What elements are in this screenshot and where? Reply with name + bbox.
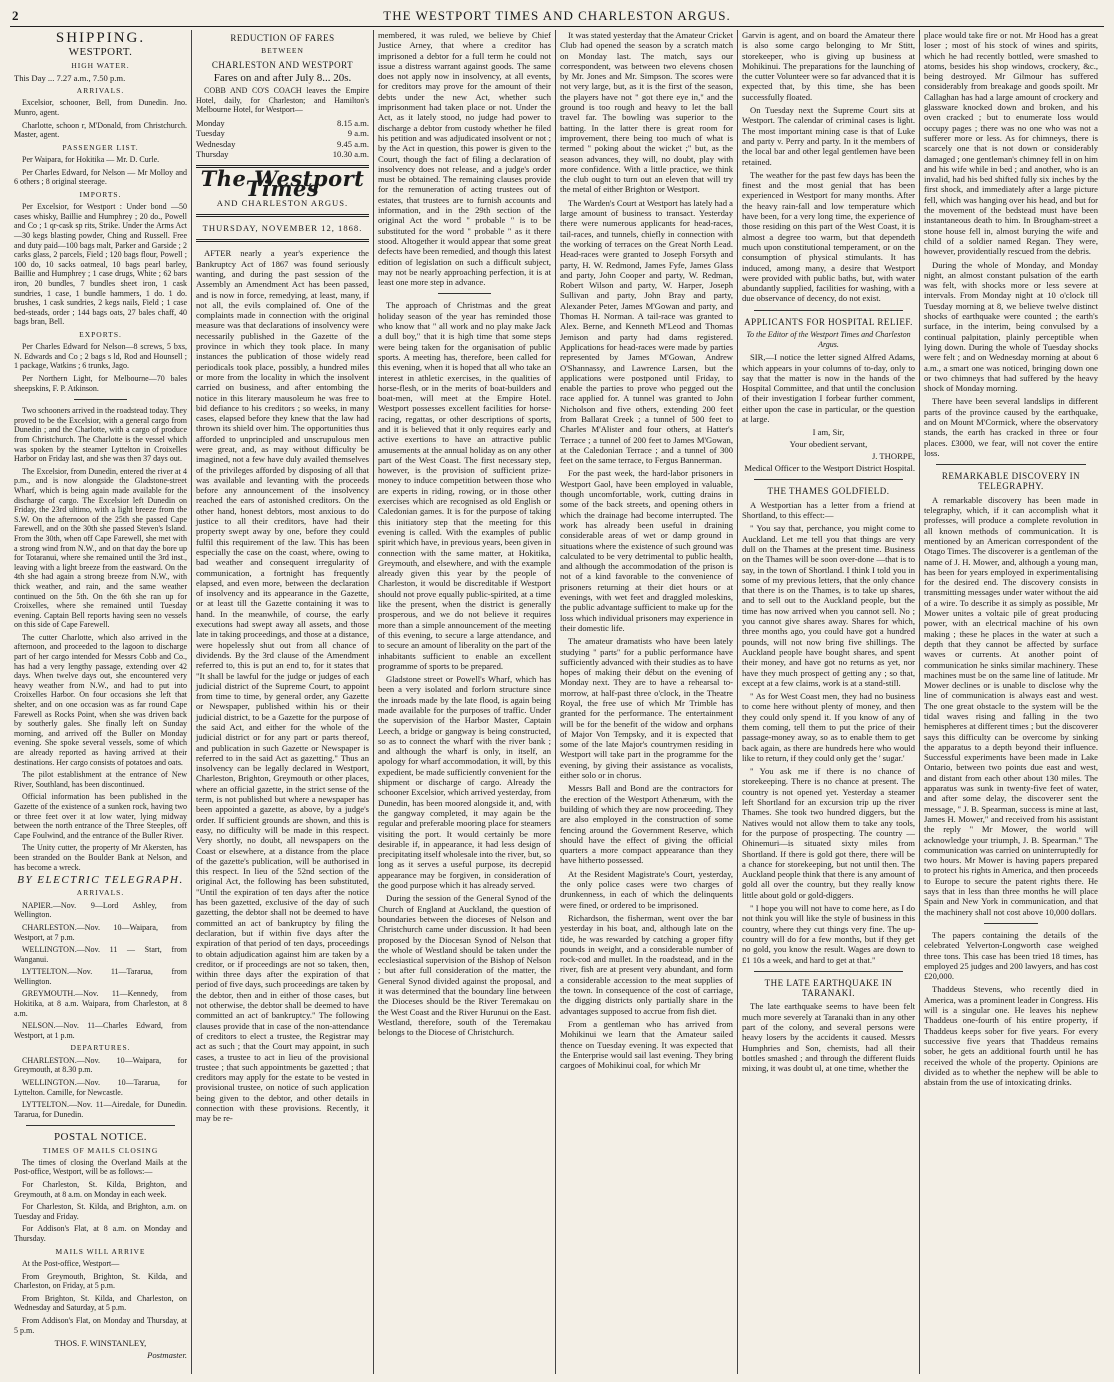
fares-between: BETWEEN bbox=[261, 46, 304, 56]
column-4 bbox=[556, 30, 738, 1374]
earthquake-paragraph: place would take fire or not. Mr Hood has a great loser ; most of his stock of wines and spirits, which he had recently bottled, were smashed to atoms, besides his shop windows, crockery, &c., being destroyed. Mr Gilmour has suffered considerably from breakage and goods spoilt. Mr Callaghan has had a large amount of crockery and glassware knocked down and broken, and his oven cracked ; but to enumerate loss would occupy pages ; there was no one who was not a sufferer more or less. As for chimneys, there is scarcely one that is not down or considerably damaged ; one gentleman's chimney fell in on him and his wife while in bed ; and another, who is an invalid, had his bed shifted fully six inches by the first shock, and immediately after a large picture fell, which was hanging over his head, and but for the movement of the bedstead must have been instantaneous death to him. In Brougham-street a stone house fell in, almost burying the wife and child of a soldier named Regan. They were, however, providentially rescued from the debris. bbox=[924, 30, 1098, 257]
news-paragraph: It was stated yesterday that the Amateur Cricket Club had opened the season by a scratch match on Monday last. The match, says our correspondent, was between two elevens chosen by Mr. Jones and Mr. Simpson. The scores were not very large, but, as it is the first of the season, the players have not " got there eye in," and the ground is too rough and heavy to let the ball travel far. The bowling was superior to the batting. In the latter there is great room for improvement, there being too much of what is termed " poking about the wicket ;" but, as the season advances, they will, no doubt, play with more confidence. With a little practice, we think the club ought to turn out an eleven that will try the metal of either Brighton or Westport. bbox=[560, 30, 733, 195]
double-rule bbox=[196, 214, 369, 217]
mail-arrive-line: At the Post-office, Westport— bbox=[22, 1258, 120, 1268]
mail-closing-line: For Charleston, St. Kilda, and Brighton, a.m. on Tuesday and Friday. bbox=[14, 1202, 187, 1221]
mail-arrive-line: From Brighton, St. Kilda, and Charleston, on Wednesday and Saturday, at 5 p.m. bbox=[14, 1293, 187, 1313]
telegraph-arrival: LYTTELTON.—Nov. 11—Tararua, from Wellington. bbox=[14, 967, 187, 986]
column-2 bbox=[192, 30, 374, 1374]
column-1 bbox=[10, 30, 192, 1374]
letter-body: SIR,—I notice the letter signed Alfred Adams, which appears in your columns of to-day, only to say that the matter is now in the hands of the Hospital Committee, and that until the conclusion of their investigation I forbear further comment, either upon the case in particular, or the question at large. bbox=[742, 352, 915, 424]
news-paragraph: Richardson, the fisherman, went over the bar yesterday in his boat, and, although late on the tide, he was rewarded by catching a groper fifty pounds in weight, and a considerable number of rock-cod and mullet. In the roadstead, and in the river, fish are at present very abundant, and form a considerable accession to the meat supplies of the town. In consequence of the cost of carriage, the digging districts only partially share in the advantages supposed to accrue from fish diet. bbox=[560, 912, 733, 1016]
mail-closing-line: For Charleston, St. Kilda, Brighton, and Greymouth, at 8 a.m. on Monday in each week. bbox=[14, 1180, 187, 1199]
columns bbox=[10, 30, 1106, 1374]
news-paragraph: Gladstone street or Powell's Wharf, which has been a very isolated and forlorn structure since the inroads made by the late flood, is again being made available for the purposes of traffic. Under the supervision of the Harbor Master, Captain Leech, a bridge or gangway is being constructed, so as to connect the wharf with the river bank ; and although the wharf is only, in itself, an apology for wharf accommodation, it will, by this expedient, be made sufficiently convenient for the shipment or discharge of cargo. Already the schooner Excelsior, which arrived yesterday, from Dunedin, has been moored alongside it, and, with the gangway completed, it may again be the regular and preferable mooring place for steamers visiting the port. It would certainly be more desirable if, in appearance, it had less design of precipitating itself wholesale into the river, but, so long as it serves a useful purpose, its decrepid appearance may be forgiven, in consideration of the good purpose which it has already served. bbox=[378, 674, 551, 891]
issue-dateline: THURSDAY, NOVEMBER 12, 1868. bbox=[202, 223, 363, 234]
mails-closing-label: TIMES OF MAILS CLOSING bbox=[42, 1145, 159, 1155]
paper-nameplate: The Westport Times bbox=[200, 166, 365, 202]
misc-paragraph: Thaddeus Stevens, who recently died in America, was a prominent leader in Congress. His will is a singular one. He leaves his nephew Thaddeus one-fourth of his entire property, if Thaddeus keeps sober for five years. For every successive five years that Thaddeus remains sober, he gets an additional fourth until he has received the whole of the property. Opinions are divided as to whether the nephew will be able to abstain from the use of intoxicating drinks. bbox=[924, 984, 1098, 1088]
telegraph-arrival: NAPIER.—Nov. 9—Lord Ashley, from Wellington. bbox=[14, 900, 187, 920]
thames-paragraph: " I hope you will not have to come here, as I do not think you will like the style of business in this country, where they cut things very fine. The up-country will do for a few months, but if they get no gold, you know the result. Wages are down to £1 10s a week, and hard to get at that." bbox=[742, 903, 915, 965]
schedule-day: Wednesday bbox=[196, 138, 236, 149]
news-paragraph: Garvin is agent, and on board the Amateur there is also some cargo belonging to Mr Stitt, storekeeper, who is giving up business at Mohikinui. The preparations for the launching of the cutter Volunteer were so far advanced that it is expected that, by this time, she has been successfully floated. bbox=[742, 30, 915, 102]
column-5 bbox=[738, 30, 920, 1374]
schedule-time: 9.45 a.m. bbox=[337, 138, 369, 149]
letter-close: I am, Sir, bbox=[812, 427, 845, 438]
thames-paragraph: " You ask me if there is no chance of storekeeping. There is no chance at present. The country is not opened yet. Yesterday a steamer left Shortland for an excursion trip up the river Thames. She took two hundred diggers, but the Natives would not allow them to take any tools, for the purpose of prospecting. The country — Ohinemuri—is situated sixty miles from Shortland. If there is gold got there, there will be a chance for storekeeping, but not until then. The Auckland people think that there is any amount of gold all over the country, but they really know little about gold or gold-diggers. bbox=[742, 766, 915, 900]
news-paragraph: The weather for the past few days has been the finest and the most genial that has been experienced in Westport for many months. After the heavy rain-fall and low temperature which have been, for a very long time, the experience of those residing on this part of the West Coast, it is almost a degree too warm, but that dependeth much upon constitutional temperament, or on the consumption of physical stimulants. It has induced, among many, a desire that Westport were provided with public baths, but, with water abundantly supplied, facilities for washing, with a due observance of decency, do not exist. bbox=[742, 169, 915, 304]
page-number: 2 bbox=[12, 8, 19, 23]
divider bbox=[438, 293, 491, 294]
earthquake-paragraph: During the whole of Monday, and Monday night, an almost constant pulsation of the earth was felt, with shocks more or less severe at intervals. From Monday night at 10 o'clock till Tuesday morning at 8, we believe twelve distinct shocks of earthquake were counted ; the earth's surface, in the interim, being convulsed by a continual palpitation, plainly perceptible when lying down. During the whole of Tuesday shocks were felt ; and on Wednesday morning at about 6 a.m., a smart one was noticed, bringing down one or two chimneys that had suffered by the heavy shock of Monday morning. bbox=[924, 259, 1098, 394]
divider bbox=[26, 1125, 175, 1126]
arrival-entry: Charlotte, schoon r, M'Donald, from Christchurch. Master, agent. bbox=[14, 120, 187, 140]
telegraph-arrival: CHARLESTON.—Nov. 10—Waipara, from Westport, at 7 p.m. bbox=[14, 922, 187, 942]
telegraphy-paragraph: A remarkable discovery has been made in telegraphy, which, if it can accomplish what it professes, will produce a complete revolution in all known methods of communication. It is mentioned by an American correspondent of the Otago Times. The discoverer is a gentleman of the name of J. H. Mower, and, although a young man, has been for years employed in experimentalising for the desired end. The discovery consists in transmitting messages under water without the aid of a wire. To describe it as simply as possible, Mr Mower unites a voltaic pile of great producing power, with an electrical machine of his own making ; these he places in the water at such a depth that they cannot be affected by surface waves or currents. At another point of communication he sinks similar machinery. These machines must be on the same line of latitude. Mr Mower declines or is unable to disclose why the line of communication is always east and west. The one great obstacle to the system will be the tidal waves rising and falling in the two hemispheres at different times ; but the discoverer says this difficulty can be overcome by sinking the apparatus to a depth beyond their influence. Successful experiments have been made in Lake Ontario, between two points due east and west, and distant from each other about 130 miles. The apparatus was sunk in twenty-five feet of water, and after some delay, the discoverer sent the message, " J. B. Spearman, success is mine at last, James H. Mower," and received from his assistant the reply " Mr Mower, the world will acknowledge your triumph, J. B. Spearman." The communication was carried on uninterruptedly for two hours. Mr Mower is having papers prepared to protect his rights in America, and then proceeds to Europe to secure the patent rights there. He says that in less than three months he will place Spain and New York in communication, and that the machinery shall not cost above 10,000 dollars. bbox=[924, 494, 1098, 917]
telegraph-departure: CHARLESTON.—Nov. 10—Waipara, for Greymouth, at 8.30 p.m. bbox=[14, 1055, 187, 1075]
schedule-day: Tuesday bbox=[196, 128, 225, 139]
news-paragraph: Messrs Ball and Bond are the contractors for the erection of the Westport Athenæum, with the building of which they are now proceeding. They are also employed in the construction of some fencing around the Government Reserve, which should have the effect of giving the official quarters a more compact appearance than they have hitherto possessed. bbox=[560, 783, 733, 866]
running-title: THE WESTPORT TIMES AND CHARLESTON ARGUS. bbox=[383, 8, 731, 23]
fares-route: CHARLESTON AND WESTPORT bbox=[211, 59, 354, 70]
shipping-paragraph: The Unity cutter, the property of Mr Akersten, has been stranded on the Boulder Bank at Nelson, and has become a wreck. bbox=[14, 843, 187, 872]
schedule-time: 9 a.m. bbox=[347, 128, 369, 139]
news-paragraph: At the Resident Magistrate's Court, yesterday, the only police cases were two charges of drunkenness, in each of which the delinquents were fined, or ordered to be imprisoned. bbox=[560, 868, 733, 910]
postal-notice-heading: POSTAL NOTICE. bbox=[53, 1131, 148, 1144]
port-heading: WESTPORT. bbox=[68, 46, 133, 59]
earthquake-paragraph: There have been several landslips in different parts of the province caused by the earthquake, and on Mount M'Cormick, where the observatory stands, the earth has cracked in three or four places. £3000, we fear, will not cover the entire loss. bbox=[924, 396, 1098, 458]
running-header bbox=[10, 6, 1104, 27]
shipping-paragraph: The cutter Charlotte, which also arrived in the afternoon, and proceeded to the lagoon to discharge part of her cargo intended for Messrs Cobb and Co., has had a very lengthy passage, extending over 42 days. When twelve days out, she encountered very heavy weather from N.W., and had to put into Croixelles Harbor. On four occasions she left that shelter, and on one occasion was as far round Cape Farewell as Rocks Point, when she was driven back by southerly gales. She finally left on Sunday morning, and arrived off the Buller on Monday evening. She spoke several vessels, some of which are already reported as having arrived at their destinations. Her cargo consists of potatoes and oats. bbox=[14, 632, 187, 767]
news-paragraph: The amateur dramatists who have been lately studying " parts" for a public performance have sufficiently advanced with their studies as to have hopes of making their début on the evening of Monday next. They are to have a rehearsal to-morrow, at half-past three o'clock, in the Theatre Royal, the free use of which Mr Trimble has granted for the performance. The entertainment will be for the benefit of the widow and orphans of Major Von Tempsky, and it is expected that some of the late Major's countrymen residing in Westport will take part in the programme for the evening, by giving their assistance as vocalists, either solo or in chorus. bbox=[560, 636, 733, 781]
fares-line: Fares on and after July 8... 20s. bbox=[213, 71, 352, 84]
mail-arrive-line: From Greymouth, Brighton, St. Kilda, and Charleston, on Friday, at 5 p.m. bbox=[14, 1271, 187, 1291]
postmaster-title: Postmaster. bbox=[147, 1350, 187, 1361]
shipping-paragraph: The Excelsior, from Dunedin, entered the river at 4 p.m., and is now alongside the Gladstone-street Wharf, which is being again made available for the discharge of cargo. The Excelsior left Dunedin on Friday, the 23rd ultimo, with a light breeze from the S.W. On the afternoon of the 25th she passed Cape Farewell, and on the 30th she passed Steven's Island. From the 30th, when off Cape Farewell, she met with a strong wind from N.W., and on that day the bore up for Totaranui, where she remained until the 3rd inst., leaving with a light breeze from the eastward. On the 4th she had again a strong breeze from N.W., with thick weather, and rain, and the same weather continued on the 5th. On the 6th she ran up for Croixelles, where she remained until Tuesday evening. Captain Bell reports having seen no vessels on this side of Cape Farewell. bbox=[14, 466, 187, 630]
exports-label: EXPORTS. bbox=[79, 329, 122, 339]
news-paragraph: On Tuesday next the Supreme Court sits at Westport. The calendar of criminal cases is light. The most important mining case is that of Luke and party v. Perry and party. In it the members of the local bar and other legal gentlemen have been retained. bbox=[742, 105, 915, 167]
passenger-entry: Per Waipara, for Hokitika — Mr. D. Curle. bbox=[22, 155, 160, 165]
schedule-row bbox=[196, 128, 369, 138]
fares-notice: COBB AND CO'S COACH leaves the Empire Hotel, daily, for Charleston; and Hamilton's Melbourne Hotel, for Westport— bbox=[196, 86, 369, 115]
news-paragraph: For the past week, the hard-labor prisoners in Westport Gaol, have been employed in valuable, though uncomfortable, work, cutting drains in some of the back streets, and opening others in which the drainage had become interrupted. The work has already been useful in draining considerable areas of wet or damp ground in situations where the existence of such ground was calculated to be very detrimental to public health, and although the accommodation of the prison is not of a kind favorable to the convenience of prisoners returning at their diet hours or at evenings, with wet feet and draggled moleskins, the public advantage sufficient to make up for the loss which individual prisoners may experience in their domestic life. bbox=[560, 468, 733, 633]
editorial-paragraph: AFTER nearly a year's experience the Bankruptcy Act of 1867 was found seriously wanting, and during the past session of the Assembly an Amendment Act has been passed, and is now in force, remedying, at least, many, if not all, the evils complained of. One of the complaints made in connection with the original measure was that declarations of insolvency were necessarily published in the Gazette of the province in which they took place. In many instances the publication of those widely read periodicals took place, possibly, a hundred miles or more from the locality in which the insolvent carried on business, and after entombing the notice in this literary mausoleum he was free to bid defiance to his creditors ; so weeks, in many cases, elapsed before they knew that the law had thrown its shield over him. The opportunities thus afforded to unprincipled and unscrupulous men were great, and, as may without difficulty be imagined, not a few have duly availed themselves of the privileges afforded by disposing of all that was available and levanting with the proceeds before any announcement of the insolvency reached the ears of astonished creditors. On the other hand, honest debtors, most anxious to do justice to all their creditors, have had their property swept away by one, before they could fulfil this requirement of the law. This has been especially the case on the coast, where, owing to bad weather and consequent irregularity of communication, a fortnight has frequently elapsed, and even more, between the declaration of insolvency and its appearance in the Gazette, or at least till the Gazette containing it was to hand. In the meanwhile, of course, the early executions had swept away all assets, and those late in taking proceedings, and those at a distance, were hopelessly shut out from all chance of dividends. By the 3rd clause of the Amendment referred to, this is put an end to, for it states that "It shall be lawful for the judge or judges of each judicial district of the Supreme Court, to appoint from time to time, by general order, any Gazette or Newspaper, published within his or their judicial district, to be a Gazette for the purpose of the said Act, and either for the whole of the judicial district or for any part or parts thereof, and publication in such Gazette or Newspaper is referred to in the said Act as gazetting." Thus an insolvency can be legally declared in Westport, Charleston, Brighton, Greymouth or other places, where an official gazette, in the strict sense of the term, is not published but where a newspaper has been appointed a gazette, as above, by a judge's order. If sufficient grounds are shown, and this is easy, no difficulty will be made in this respect. Very shortly, no doubt, all newspapers on the Coast or elsewhere, at a distance from the place of the gazette's publication, will be authorised in this respect. In lieu of the 52nd section of the original Act, the following has been substituted, "Until the expiration of ten days after the notice has been gazetted, exclusive of the day of such gazetting, the debtor shall not be deemed to have committed an act of bankruptcy by filing the declaration, but if within five days after the expiration of that period of ten days, proceedings to obtain adjudication against him are taken by a creditor, or if proceedings are not so taken, then, within three days after the expiration of that period of five days, such proceedings are taken by the debtor, then and in either of those cases, but not otherwise, the debtor shall be deemed to have committed an act of bankruptcy." The following clauses provide that in case of the non-attendance of creditors to elect a trustee, the Registrar may act as such ; that the Court may appoint, in such cases, a trustee to act in lieu of the provisional trustee ; that such appointments be gazetted ; that creditors may apply for the estate to be vested in provisional trustee, on notice of such application being given to the debtor, and other details in connection with these provisions. Recently, it may be re- bbox=[196, 248, 369, 1124]
thames-paragraph: " You say that, perchance, you might come to Auckland. Let me tell you that things are very dull on the Thames at the present time. Business on the Thames will be soon over-done —that is to say, in the town of Shortland. I think I told you in some of my previous letters, that the only chance that there is on the Thames, is to take up shares, and to sell out to the Auckland people, but the time has now arrived when you cannot sell. No ; you cannot give shares away. Shares for which, three months ago, you could have got a hundred pounds, will not now bring five shillings. The Auckland people have bought shares, and spent their money, and have got no returns as yet, nor have they much prospect of getting any ; so that, except at a few claims, work is at a stand-still. bbox=[742, 523, 915, 688]
imports-label: IMPORTS. bbox=[79, 189, 122, 199]
thames-paragraph: " As for West Coast men, they had no business to come here without plenty of money, and then they could only spend it. If you know of any of them coming, tell them to put the price of their passage-money away, so as to enable them to get back again, as there are hundreds here who would like to return, if they could only get the ' sugar.' bbox=[742, 691, 915, 763]
earthquake-paragraph: The late earthquake seems to have been felt much more severely at Taranaki than in any other part of the colony, and several persons were heavy losers by the accidents it caused. Messrs Humphries and Son, chemists, had all their bottles smashed ; and through the different fluids mixing, it was doubt ul, at one time, whether the bbox=[742, 1001, 915, 1074]
schedule-day: Thursday bbox=[196, 148, 229, 159]
schedule-time: 8.15 a.m. bbox=[337, 117, 369, 128]
shipping-heading: SHIPPING. bbox=[55, 30, 146, 46]
divider bbox=[74, 399, 127, 400]
passenger-list-label: PASSENGER LIST. bbox=[62, 142, 139, 152]
thames-paragraph: A Westportian has a letter from a friend at Shortland, to this effect:— bbox=[742, 499, 915, 521]
column-6 bbox=[920, 30, 1102, 1374]
schedule-row bbox=[196, 149, 369, 159]
mail-closing-line: The times of closing the Overland Mails at the Post-office, Westport, will be as follows:— bbox=[14, 1157, 187, 1177]
mail-arrive-line: From Addison's Flat, on Monday and Thursday, at 5 p.m. bbox=[14, 1315, 187, 1335]
schedule-day: Monday bbox=[196, 117, 225, 128]
telegraph-departures-label: DEPARTURES. bbox=[70, 1043, 131, 1053]
news-paragraph: The Warden's Court at Westport has lately had a large amount of business to transact. Yesterday there were numerous applicants for head-races, tail-races, and tunnels, chiefly in connection with the working of terraces on the Great North Lead. Head-races were granted to Joseph Forsyth and party, H. W. Redmond, James Fyfe, James Glass and party, John Cooper and party, W. Redman, Robert Wilson and party, W. Harper, Joseph Sullivan and party, John Bray and party, Alexander Peter, James M'Gowan and party, and Thomas H. Norman. A tail-race was granted to Alex. Berne, and Kenneth M'Leod and Thomas Jemison and party had dams registered. Applications for head-races were made by parties represented by James M'Gowan, Andrew O'Shannassy, and Lawrence Larsen, but the applications were postponed until Friday, to enable the parties to prove who pegged out the race applied for. A tunnel was granted to John Nicholson and five others, extending 200 feet from Ballarat Creek ; a tunnel of 500 feet to Charles M'Alister and four others, at Hatter's Terrace ; a tunnel of 200 feet to James M'Gowan, at the Caledonian Terrace ; and a tunnel of 300 feet on the same terrace, to Fergus Bannerman. bbox=[560, 197, 733, 466]
news-paragraph: From a gentleman who has arrived from Mohikinui we learn that the Amateur sailed thence on Tuesday evening. It was expected that the Enterprise would sail last evening. They bring cargoes of Mohikinui coal, for which Mr bbox=[560, 1018, 733, 1071]
divider bbox=[754, 971, 903, 972]
double-rule bbox=[196, 239, 369, 242]
high-water-times: This Day ... 7.27 a.m., 7.50 p.m. bbox=[14, 72, 126, 83]
telegraph-arrivals-label: ARRIVALS. bbox=[76, 888, 125, 898]
thames-heading: THE THAMES GOLDFIELD. bbox=[767, 486, 890, 497]
postmaster-name: THOS. F. WINSTANLEY, bbox=[54, 1338, 147, 1349]
editorial-continued: membered, it was ruled, we believe by Chief Justice Arney, that where a creditor has imprisoned a debtor for a full term he could not issue a distress warrant against goods. The same does not apply now in insolvency, at all events, for creditors may prove for the amount of their debts under the new Act, whether such imprisonment had taken place or not. Under the Act, as it lately stood, no judge had power to discharge a debtor from custody whether he filed his petition and was adjudicated insolvent or not ; by the Act in question, this power is given to the Court, though the fact of filing a declaration of insolvency does not release, and a judge's order must be obtained. The remaining clauses provide for the remuneration of acting trustees out of estates, that trustees are to furnish accounts and information, and in the 29th section of the original Act the word " probable " is to be substituted for the word " probable " as it there stood. Altogether it would appear that some great defects have been remedied, and though this latest edition of legislation on such a difficult subject, may not be nearly approaching perfection, it is at least one more step in advance. bbox=[378, 30, 551, 288]
arrival-entry: Excelsior, schooner, Bell, from Dunedin. Jno. Munro, agent. bbox=[14, 98, 187, 118]
paper-subtitle: AND CHARLESTON ARGUS. bbox=[216, 197, 349, 208]
letter-addressee: To the Editor of the Westport Times and Charleston Argus. bbox=[746, 330, 911, 349]
mail-closing-line: For Addison's Flat, at 8 a.m. on Monday and Thursday. bbox=[14, 1224, 187, 1244]
divider bbox=[936, 464, 1086, 465]
letter-close: Your obedient servant, bbox=[789, 438, 868, 449]
news-paragraph: The approach of Christmas and the great holiday season of the year has reminded those who know that " all work and no play make Jack a dull boy," that it is high time that some steps were being taken for the organisation of public sports. A meeting has, therefore, been called for this evening, when it is hoped that all who take an interest in athletic exercises, in the qualities of horse-flesh, or in the merits of boat-builders and boat-men, will meet at the Empire Hotel. Westport possesses excellent facilities for horse-racing, regattas, or other descriptions of sports, and it is believed that it only requires early and active exertions to have an attractive public amusements at the annual holiday as on any other part of the West Coast. The first necessary step, however, is the provision of sufficient prize-money to induce competition between those who are experts in riding, rowing, or in those other exercises which are recognised as old English or Caledonian games. It is for the purpose of taking this initiatory step that the meeting for this evening is called. With the examples of public spirit which have, in previous years, been given in connection with the same matter, at Hokitika, Greymouth, and elsewhere, and with the example already given this year by the people of Charleston, it would be discreditable if Westport should not prove equally public-spirited, at a time like the present, when the district is generally prosperous, and we do not believe it requires more than a simple announcement of the meeting of this evening, to secure a large attendance, and to secure an amount of liberality on the part of the inhabitants sufficient to enable an excellent programme of sports to be prepared. bbox=[378, 300, 551, 671]
fares-heading: REDUCTION OF FARES bbox=[230, 33, 335, 43]
divider bbox=[984, 923, 1038, 924]
letter-signatory: J. THORPE, bbox=[871, 450, 915, 461]
arrivals-label: ARRIVALS. bbox=[76, 86, 125, 96]
schedule-row bbox=[196, 139, 369, 149]
mails-arrive-label: MAILS WILL ARRIVE bbox=[55, 1246, 146, 1256]
column-3 bbox=[374, 30, 556, 1374]
misc-paragraph: The papers containing the details of the celebrated Yelverton-Longworth case weighed three tons. This case has been tried 18 times, has employed 25 judges and 200 lawyers, and has cost £20,000. bbox=[924, 929, 1098, 982]
telegraph-arrival: NELSON.—Nov. 11—Charles Edward, from Westport, at 1 p.m. bbox=[14, 1021, 187, 1040]
telegraphy-heading: REMARKABLE DISCOVERY IN TELEGRAPHY. bbox=[941, 471, 1081, 492]
telegraph-arrival: WELLINGTON.—Nov. 11 — Start, from Wanganui. bbox=[14, 945, 187, 964]
schedule-time: 10.30 a.m. bbox=[332, 148, 369, 159]
exports-entry: Per Charles Edward for Nelson—8 screws, 5 bxs, N. Edwards and Co ; 2 bags s ld, Rod and Hounsell ; 1 package, Watkins ; 6 trunks, Jago. bbox=[14, 342, 187, 371]
telegraph-departure: LYTTELTON.—Nov. 11—Airedale, for Dunedin. Tararua, for Dunedin. bbox=[14, 1100, 187, 1119]
divider bbox=[754, 479, 903, 480]
exports-entry: Per Northern Light, for Melbourne—70 bales sheepskins, F. P. Atkinson. bbox=[14, 374, 187, 393]
schedule-row bbox=[196, 118, 369, 128]
shipping-paragraph: Two schooners arrived in the roadstead today. They proved to be the Excelsior, with a general cargo from Dunedin ; and the Charlotte, with a cargo of produce from Christchurch. The Charlotte is the vessel which was spoken by the steamer Lyttelton in Croixelles Harbor on Friday last, and she was then 37 days out. bbox=[14, 406, 187, 464]
imports-entry: Per Excelsior, for Westport : Under bond —50 cases whisky, Baillie and Humphrey ; 20 do., Powell and Co ; 1 qr-cask sp rits, Strike. Under the Arms Act—30 kegs blasting powder, Ching and Russell. Free and duty paid—100 bags malt, Parker and Garside ; 2 carks glass, 2 parcels, Field ; 120 bags flour, Powell ; 100 do, 10 sacks oatmeal, 10 bags pearl barley, Baillie and Humphrey ; 1 case drugs, White ; 62 bars iron, 20 bundles, 7 bundles sheet iron, 1 cask sundries, 1 case, 1 bundle hammers, 1 do. 1 do. brushes, 1 cask sundries, 2 kegs nails, Field ; 1 case bed-steads, order ; 144 bags oats, 27 bales chaff, 40 bags bran, Bell. bbox=[14, 202, 187, 327]
telegraph-arrival: GREYMOUTH.—Nov. 11—Kennedy, from Hokitika, at 8 a.m. Waipara, from Charleston, at 8 a.m. bbox=[14, 989, 187, 1018]
letter-heading: APPLICANTS FOR HOSPITAL RELIEF. bbox=[744, 316, 913, 327]
coach-schedule bbox=[196, 118, 369, 159]
news-paragraph: During the session of the General Synod of the Church of England at Auckland, the question of boundaries between the dioceses of Nelson and Christchurch came under discussion. It had been proposed by the Diocesan Synod of Nelson that the whole of Westland should be taken under the ecclesiastical supervision of the Bishop of Nelson ; but after full consideration of the matter, the General Synod divided against the proposal, and it was determined that the boundary line between the Dioceses should be the River Teremakau on the West Coast and the River Hurunui on the East. Westland, therefore, south of the Teremakau belongs to the Diocese of Christchurch. bbox=[378, 893, 551, 1038]
shipping-paragraph: Official information has been published in the Gazette of the existence of a sunken rock, having two or three feet over it at low water, lying midway between the north entrance of the Three Steeples, off Cape Foulwind, and the entrance of the Buller River. bbox=[14, 792, 187, 840]
divider bbox=[754, 310, 903, 311]
shipping-paragraph: The pilot establishment at the entrance of New River, Southland, has been discontinued. bbox=[14, 770, 187, 789]
telegraph-heading: BY ELECTRIC TELEGRAPH. bbox=[17, 874, 184, 887]
telegraph-departure: WELLINGTON.—Nov. 10—Tararua, for Lyttelton. Camille, for Newcastle. bbox=[14, 1077, 187, 1097]
high-water-label: HIGH WATER. bbox=[71, 60, 130, 70]
earthquake-heading: THE LATE EARTHQUAKE IN TARANAKI. bbox=[764, 977, 893, 999]
letter-signatory-title: Medical Officer to the Westport District Hospital. bbox=[744, 463, 915, 474]
passenger-entry: Per Charles Edward, for Nelson — Mr Molloy and 6 others ; 8 original steerage. bbox=[14, 167, 187, 187]
